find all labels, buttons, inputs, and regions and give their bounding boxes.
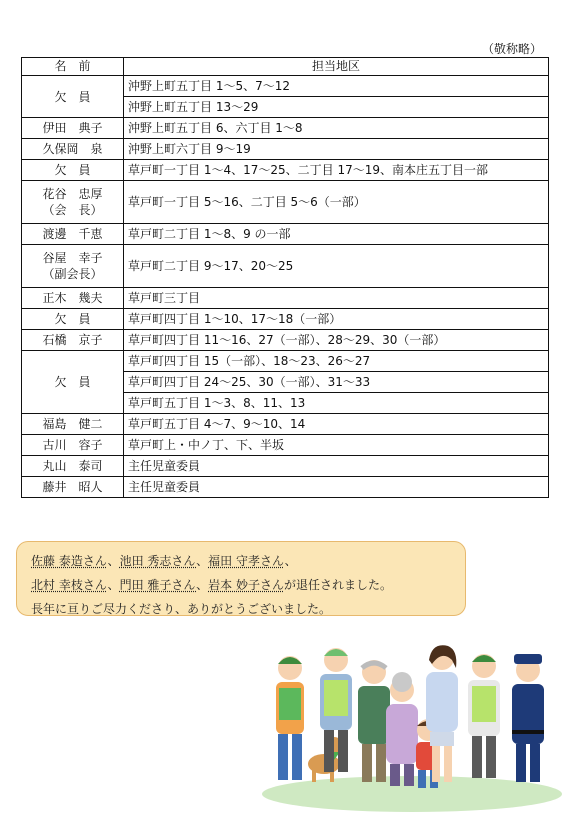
member-area: 草戸町一丁目 1～4、17～25、二丁目 17～19、南本庄五丁目一部 xyxy=(124,160,549,181)
member-area: 草戸町一丁目 5～16、二丁目 5～6（一部） xyxy=(124,181,549,224)
member-area: 草戸町四丁目 15（一部）、18～23、26～27 xyxy=(124,351,549,372)
member-name-cell xyxy=(22,181,124,224)
member-area: 草戸町二丁目 1～8、9 の一部 xyxy=(124,224,549,245)
member-name: 福島 健二 xyxy=(22,414,124,435)
member-name: 丸山 泰司 xyxy=(22,456,124,477)
table-header-row xyxy=(22,58,549,76)
member-name: 藤井 昭人 xyxy=(22,477,124,498)
member-area: 沖野上町五丁目 1～5、7～12 xyxy=(124,76,549,97)
member-name: 伊田 典子 xyxy=(22,118,124,139)
table-row xyxy=(22,330,549,351)
member-area: 草戸町五丁目 4～7、9～10、14 xyxy=(124,414,549,435)
table-row xyxy=(22,118,549,139)
retirement-notice xyxy=(16,541,466,616)
member-name: 谷屋 幸子 xyxy=(42,251,103,265)
table-row xyxy=(22,435,549,456)
retiree-name: 北村 幸枝さん xyxy=(31,578,108,592)
table-row xyxy=(22,309,549,330)
elderly-woman-figure xyxy=(386,672,418,786)
member-area: 主任児童委員 xyxy=(124,456,549,477)
police-officer-figure xyxy=(512,654,544,782)
retiree-name: 佐藤 泰造さん xyxy=(31,554,108,568)
honorific-note: （敬称略） xyxy=(481,42,542,56)
member-name: 欠 員 xyxy=(22,309,124,330)
member-role: （会 長） xyxy=(42,203,103,217)
header-name: 名 前 xyxy=(22,58,124,76)
retiree-name: 岩本 妙子さん xyxy=(208,578,284,592)
table-row xyxy=(22,351,549,372)
notice-line-2: 北村 幸枝さん、門田 雅子さん、岩本 妙子さんが退任されました。 xyxy=(31,578,392,592)
member-area: 草戸町五丁目 1～3、8、11、13 xyxy=(124,393,549,414)
member-area: 沖野上町五丁目 6、六丁目 1～8 xyxy=(124,118,549,139)
member-name: 古川 容子 xyxy=(22,435,124,456)
member-area: 沖野上町六丁目 9～19 xyxy=(124,139,549,160)
member-role: （副会長） xyxy=(42,267,103,281)
member-table xyxy=(21,57,549,498)
member-name: 欠 員 xyxy=(22,351,124,414)
member-area: 草戸町四丁目 24～25、30（一部）、31～33 xyxy=(124,372,549,393)
table-row xyxy=(22,139,549,160)
community-volunteers-illustration xyxy=(262,636,562,812)
member-name: 石橋 京子 xyxy=(22,330,124,351)
table-row xyxy=(22,288,549,309)
member-area: 沖野上町五丁目 13～29 xyxy=(124,97,549,118)
table-row xyxy=(22,160,549,181)
member-area: 草戸町三丁目 xyxy=(124,288,549,309)
retiree-name: 門田 雅子さん xyxy=(119,578,197,592)
retiree-name: 福田 守孝さん xyxy=(208,554,285,568)
table-row xyxy=(22,224,549,245)
table-row xyxy=(22,76,549,97)
notice-line-3: 長年に亘りご尽力くださり、ありがとうございました。 xyxy=(31,602,332,616)
table-row xyxy=(22,245,549,288)
table-row xyxy=(22,477,549,498)
table-row xyxy=(22,456,549,477)
member-area: 草戸町上・中ノ丁、下、半坂 xyxy=(124,435,549,456)
table-row xyxy=(22,181,549,224)
volunteer-right-figure xyxy=(468,654,500,778)
retiree-name: 池田 秀志さん xyxy=(119,554,197,568)
table-row xyxy=(22,414,549,435)
header-area: 担当地区 xyxy=(124,58,549,76)
member-name: 欠 員 xyxy=(22,160,124,181)
member-name: 花谷 忠厚 xyxy=(42,187,103,201)
member-area: 草戸町四丁目 11～16、27（一部）、28～29、30（一部） xyxy=(124,330,549,351)
member-name: 久保岡 泉 xyxy=(22,139,124,160)
member-name-cell xyxy=(22,245,124,288)
volunteer-left-figure xyxy=(276,656,304,780)
notice-line-1: 佐藤 泰造さん、池田 秀志さん、福田 守孝さん、 xyxy=(31,554,297,568)
member-area: 主任児童委員 xyxy=(124,477,549,498)
member-area: 草戸町二丁目 9～17、20～25 xyxy=(124,245,549,288)
member-name: 渡邊 千恵 xyxy=(22,224,124,245)
member-name: 正木 幾夫 xyxy=(22,288,124,309)
elderly-man-figure xyxy=(358,660,390,782)
member-area: 草戸町四丁目 1～10、17～18（一部） xyxy=(124,309,549,330)
member-name: 欠 員 xyxy=(22,76,124,118)
